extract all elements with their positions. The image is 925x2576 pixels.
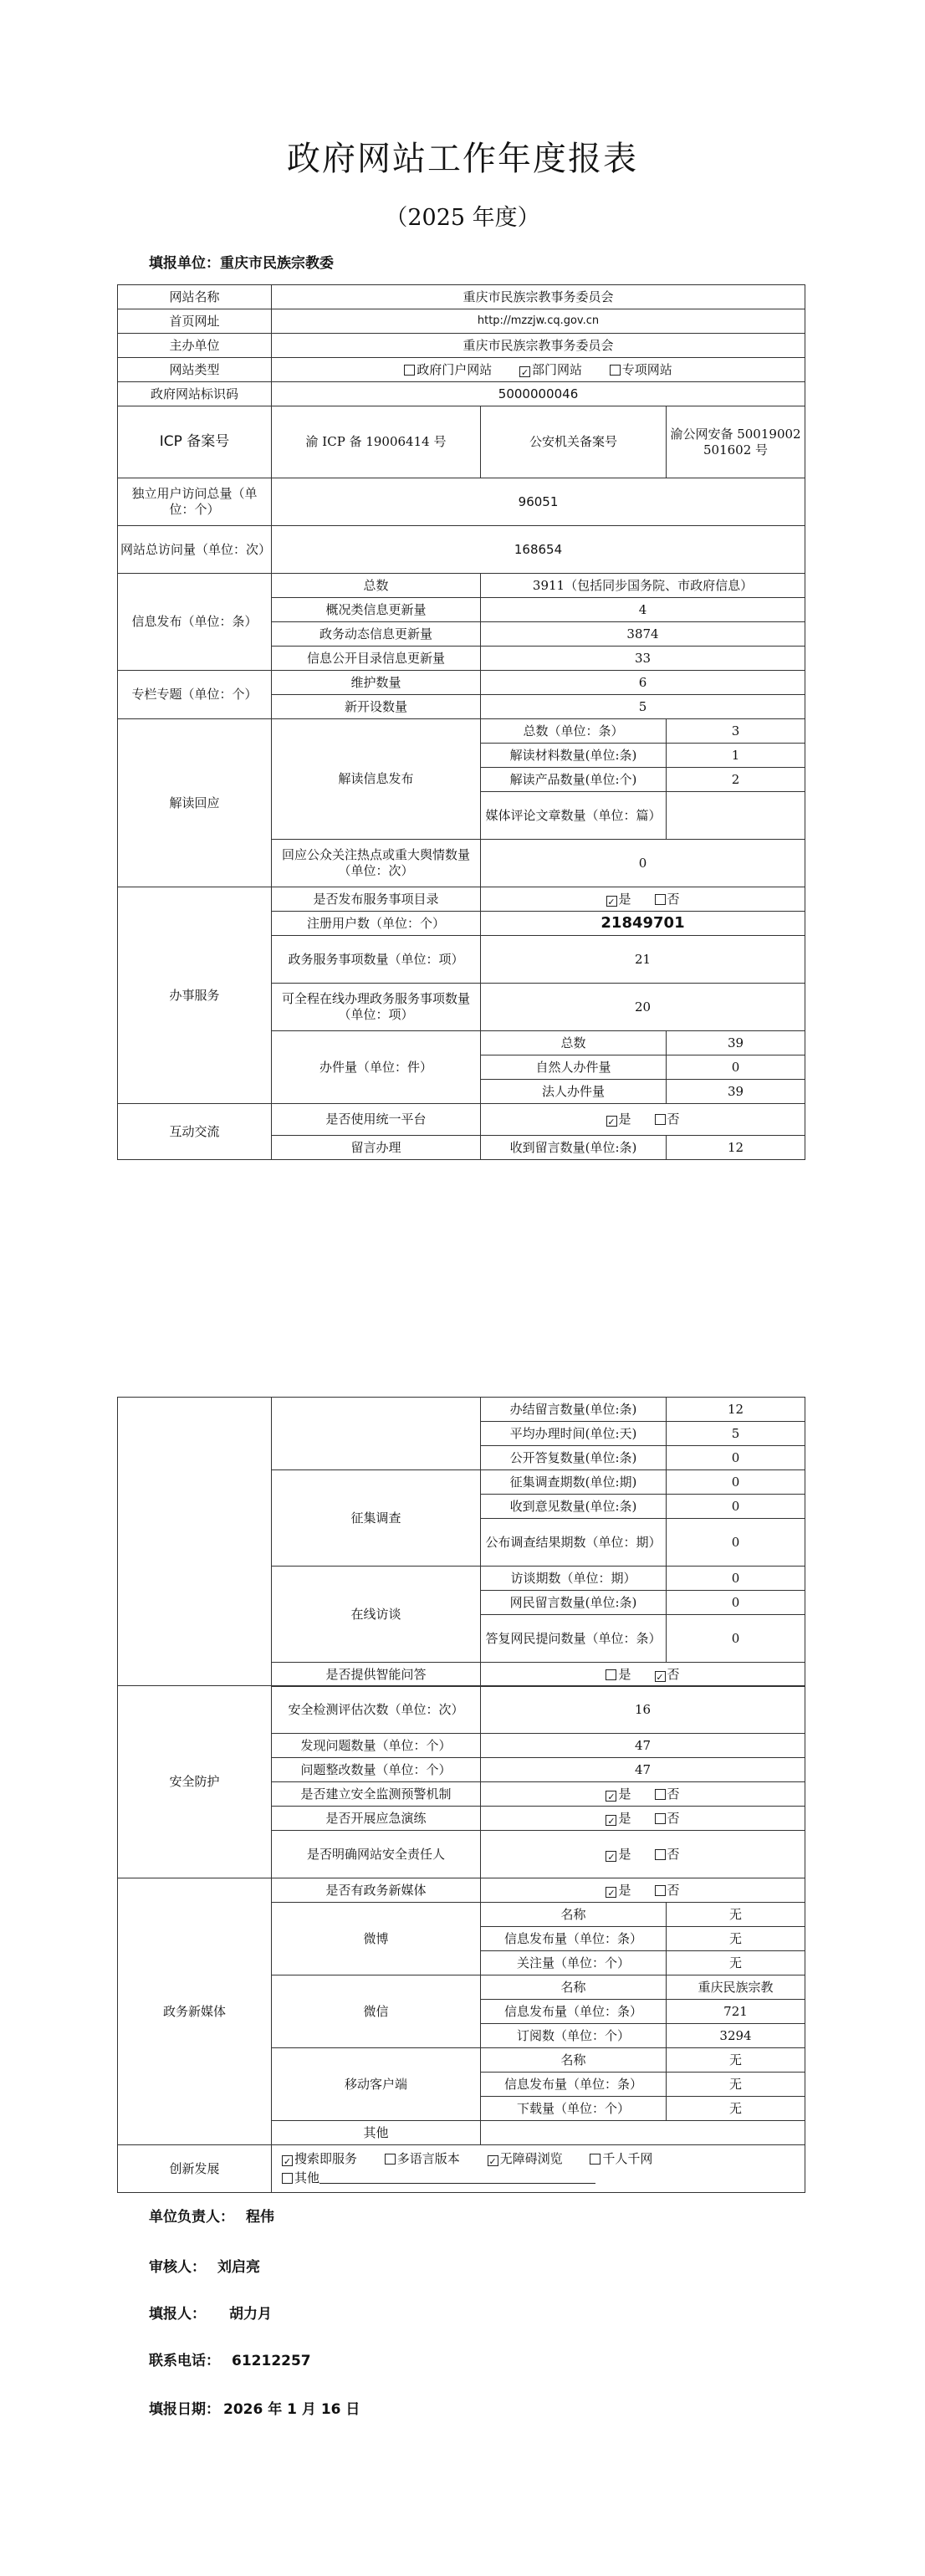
cell-value: 47: [481, 1758, 805, 1782]
cell-label: 政务服务事项数量（单位：项）: [272, 936, 481, 984]
section-label: 安全防护: [118, 1686, 272, 1878]
cell-label: 访谈期数（单位：期）: [481, 1567, 667, 1591]
cell-value: 5000000046: [272, 382, 805, 406]
footer-date: 填报日期： 2026 年 1 月 16 日: [149, 2401, 360, 2418]
cell-label: 注册用户数（单位：个）: [272, 912, 481, 936]
cell-value: 渝公网安备 50019002501602 号: [667, 406, 805, 478]
cell-value: 0: [667, 1495, 805, 1519]
checkbox-yes[interactable]: 是: [606, 1667, 631, 1682]
checkbox-yes[interactable]: ✓ 是: [607, 1846, 631, 1863]
cell-label: 政府网站标识码: [118, 382, 272, 406]
cell-value: 0: [667, 1567, 805, 1591]
checkbox-personalized[interactable]: 千人千网: [590, 2151, 652, 2166]
cell-value: 6: [481, 671, 805, 695]
report-year: （2025 年度）: [385, 205, 540, 231]
cell-value: 0: [667, 1519, 805, 1567]
cell-label: 留言办理: [272, 1136, 481, 1160]
checkbox-empty-icon: [655, 894, 666, 905]
yes-no-options: [481, 1104, 805, 1136]
cell-label: 问题整改数量（单位：个）: [272, 1758, 481, 1782]
cell-value: 渝 ICP 备 19006414 号: [272, 406, 481, 478]
cell-value: 3: [667, 719, 805, 744]
yes-no-options: [481, 1663, 805, 1687]
checkbox-empty-icon: [655, 1789, 666, 1800]
checkbox-checked-icon: ✓: [520, 366, 529, 378]
footer-phone: 联系电话： 61212257: [149, 2353, 311, 2369]
cell-value: 3911（包括同步国务院、市政府信息）: [481, 574, 805, 598]
cell-label: ICP 备案号: [118, 406, 272, 478]
cell-value: 5: [667, 1422, 805, 1446]
checkbox-search-service[interactable]: ✓ 搜索即服务: [283, 2151, 358, 2168]
checkbox-empty-icon: [590, 2154, 600, 2165]
cell-label: 关注量（单位：个）: [481, 1951, 667, 1975]
cell-label: 总数: [481, 1031, 667, 1055]
cell-label: 订阅数（单位：个）: [481, 2024, 667, 2048]
cell-value: 无: [667, 2097, 805, 2121]
cell-label: 移动客户端: [272, 2048, 481, 2121]
cell-value: 5: [481, 695, 805, 719]
report-table-part3: [117, 1685, 805, 2193]
cell-value: 39: [667, 1031, 805, 1055]
checkbox-no[interactable]: 否: [655, 1112, 680, 1127]
cell-label: 名称: [481, 2048, 667, 2073]
yes-no-options: [481, 1831, 805, 1878]
checkbox-no[interactable]: ✓ 否: [656, 1666, 680, 1683]
cell-value: 无: [667, 1903, 805, 1927]
cell-value: 重庆市民族宗教事务委员会: [272, 285, 805, 309]
checkbox-checked-icon: ✓: [656, 1671, 664, 1683]
cell-label: 政务动态信息更新量: [272, 622, 481, 647]
cell-label: 媒体评论文章数量（单位：篇）: [481, 792, 667, 840]
checkbox-empty-icon: [606, 1669, 616, 1680]
checkbox-checked-icon: ✓: [607, 1117, 616, 1128]
cell-label: 首页网址: [118, 309, 272, 334]
checkbox-other[interactable]: 其他: [282, 2170, 319, 2185]
cell-label: 名称: [481, 1975, 667, 2000]
cell-label: 公安机关备案号: [481, 406, 667, 478]
footer-filler: 填报人： 胡力月: [149, 2306, 272, 2323]
section-label: 政务新媒体: [118, 1878, 272, 2145]
section-label: 解读回应: [118, 719, 272, 887]
checkbox-no[interactable]: 否: [655, 892, 680, 907]
cell-label: 发现问题数量（单位：个）: [272, 1734, 481, 1758]
cell-label: 其他: [272, 2121, 481, 2145]
checkbox-empty-icon: [655, 1849, 666, 1860]
cell-label: 概况类信息更新量: [272, 598, 481, 622]
cell-value: 重庆民族宗教: [667, 1975, 805, 2000]
cell-value: 0: [667, 1446, 805, 1470]
cell-value: 无: [667, 1927, 805, 1951]
cell-value: 21: [481, 936, 805, 984]
cell-label: 回应公众关注热点或重大舆情数量（单位：次）: [272, 840, 481, 887]
cell-label: 在线访谈: [272, 1567, 481, 1663]
checkbox-checked-icon: ✓: [607, 1791, 616, 1802]
cell-label: 办件量（单位：件）: [272, 1031, 481, 1104]
checkbox-no[interactable]: 否: [655, 1883, 680, 1898]
checkbox-yes[interactable]: ✓ 是: [607, 1112, 631, 1128]
checkbox-yes[interactable]: ✓ 是: [607, 891, 631, 907]
cell-label: 收到留言数量(单位:条): [481, 1136, 667, 1160]
checkbox-no[interactable]: 否: [655, 1811, 680, 1826]
cell-value: 无: [667, 1951, 805, 1975]
section-label: 互动交流: [118, 1104, 272, 1160]
cell-value: 20: [481, 984, 805, 1031]
checkbox-checked-icon: ✓: [283, 2156, 292, 2168]
cell-value: 0: [667, 1055, 805, 1080]
report-table-part2: [117, 1397, 805, 1687]
yes-no-options: [481, 1878, 805, 1903]
cell-value: 21849701: [481, 912, 805, 936]
cell-value: 47: [481, 1734, 805, 1758]
section-label: 信息发布（单位：条）: [118, 574, 272, 671]
checkbox-yes[interactable]: ✓ 是: [607, 1786, 631, 1802]
checkbox-empty-icon: [404, 365, 415, 376]
cell-label: 总数: [272, 574, 481, 598]
cell-value: 96051: [272, 478, 805, 526]
checkbox-dept[interactable]: ✓ 部门网站: [520, 361, 583, 378]
checkbox-empty-icon: [655, 1813, 666, 1824]
cell-label: 新开设数量: [272, 695, 481, 719]
checkbox-yes[interactable]: ✓ 是: [607, 1882, 631, 1899]
checkbox-special[interactable]: 专项网站: [610, 362, 672, 377]
cell-label: 信息发布量（单位：条）: [481, 2000, 667, 2024]
cell-label: 网站名称: [118, 285, 272, 309]
checkbox-empty-icon: [655, 1114, 666, 1125]
cell-value: 3294: [667, 2024, 805, 2048]
checkbox-checked-icon: ✓: [607, 1815, 616, 1827]
cell-value: 无: [667, 2073, 805, 2097]
cell-value: 721: [667, 2000, 805, 2024]
cell-label: 收到意见数量(单位:条): [481, 1495, 667, 1519]
cell-label: 微博: [272, 1903, 481, 1975]
filler-unit: 填报单位：重庆市民族宗教委: [149, 255, 334, 272]
cell-label: 信息发布量（单位：条）: [481, 1927, 667, 1951]
cell-value: 0: [667, 1615, 805, 1663]
cell-value: 12: [667, 1136, 805, 1160]
cell-label: 维护数量: [272, 671, 481, 695]
cell-value: [667, 792, 805, 840]
cell-value: 重庆市民族宗教事务委员会: [272, 334, 805, 358]
cell-label: 主办单位: [118, 334, 272, 358]
cell-label: [272, 1398, 481, 1470]
cell-label: 是否开展应急演练: [272, 1807, 481, 1831]
cell-label: 是否发布服务事项目录: [272, 887, 481, 912]
cell-value: 0: [667, 1470, 805, 1495]
cell-value: 1: [667, 744, 805, 768]
footer-leader: 单位负责人： 程伟: [149, 2209, 274, 2226]
cell-label: 解读产品数量(单位:个): [481, 768, 667, 792]
cell-label: 办结留言数量(单位:条): [481, 1398, 667, 1422]
checkbox-portal[interactable]: 政府门户网站: [404, 362, 492, 377]
cell-label: 微信: [272, 1975, 481, 2048]
innovation-options: [272, 2145, 805, 2193]
cell-label: 征集调查期数(单位:期): [481, 1470, 667, 1495]
section-label: 专栏专题（单位：个）: [118, 671, 272, 719]
cell-label: 答复网民提问数量（单位：条）: [481, 1615, 667, 1663]
cell-label: 网站类型: [118, 358, 272, 382]
cell-label: 信息公开目录信息更新量: [272, 647, 481, 671]
cell-label: 网站总访问量（单位：次）: [118, 526, 272, 574]
cell-value: 3874: [481, 622, 805, 647]
cell-label: 平均办理时间(单位:天): [481, 1422, 667, 1446]
cell-label: 名称: [481, 1903, 667, 1927]
cell-label: 自然人办件量: [481, 1055, 667, 1080]
checkbox-checked-icon: ✓: [488, 2156, 497, 2168]
checkbox-multilang[interactable]: 多语言版本: [385, 2151, 460, 2166]
cell-value: 39: [667, 1080, 805, 1104]
site-type-options: [272, 358, 805, 382]
checkbox-empty-icon: [610, 365, 621, 376]
checkbox-empty-icon: [655, 1885, 666, 1896]
cell-label: 是否有政务新媒体: [272, 1878, 481, 1903]
checkbox-no[interactable]: 否: [655, 1786, 680, 1802]
cell-value: [481, 2121, 805, 2145]
yes-no-options: [481, 1782, 805, 1807]
cell-value: 12: [667, 1398, 805, 1422]
cell-label: 公布调查结果期数（单位：期）: [481, 1519, 667, 1567]
cell-label: 是否使用统一平台: [272, 1104, 481, 1136]
cell-label: 是否建立安全监测预警机制: [272, 1782, 481, 1807]
cell-label: 公开答复数量(单位:条): [481, 1446, 667, 1470]
cell-label: 下载量（单位：个）: [481, 2097, 667, 2121]
checkbox-empty-icon: [385, 2154, 396, 2165]
cell-value: 168654: [272, 526, 805, 574]
cell-label: 解读材料数量(单位:条): [481, 744, 667, 768]
report-table-part1: [117, 284, 805, 1160]
report-title: 政府网站工作年度报表: [287, 140, 638, 178]
cell-label: 网民留言数量(单位:条): [481, 1591, 667, 1615]
footer-reviewer: 审核人： 刘启亮: [149, 2259, 260, 2276]
cell-label: 是否明确网站安全责任人: [272, 1831, 481, 1878]
section-label: 办事服务: [118, 887, 272, 1104]
cell-value: 16: [481, 1686, 805, 1734]
cell-label: 独立用户访问总量（单位：个）: [118, 478, 272, 526]
yes-no-options: [481, 1807, 805, 1831]
yes-no-options: [481, 887, 805, 912]
checkbox-checked-icon: ✓: [607, 1851, 616, 1863]
cell-label: 解读信息发布: [272, 719, 481, 840]
other-input-line[interactable]: [319, 2171, 595, 2184]
homepage-link[interactable]: http://mzzjw.cq.gov.cn: [272, 309, 805, 334]
section-label: 创新发展: [118, 2145, 272, 2193]
cell-label: 是否提供智能问答: [272, 1663, 481, 1687]
cell-label: 总数（单位：条）: [481, 719, 667, 744]
checkbox-no[interactable]: 否: [655, 1847, 680, 1862]
cell-value: 4: [481, 598, 805, 622]
cell-label: 征集调查: [272, 1470, 481, 1567]
checkbox-checked-icon: ✓: [607, 896, 616, 907]
checkbox-checked-icon: ✓: [607, 1887, 616, 1899]
checkbox-empty-icon: [282, 2173, 293, 2184]
cell-value: 0: [667, 1591, 805, 1615]
cell-value: 无: [667, 2048, 805, 2073]
cell-value: 33: [481, 647, 805, 671]
cell-value: 2: [667, 768, 805, 792]
checkbox-accessible[interactable]: ✓ 无障碍浏览: [488, 2151, 563, 2168]
checkbox-yes[interactable]: ✓ 是: [607, 1810, 631, 1827]
section-label-continued: [118, 1398, 272, 1687]
cell-label: 可全程在线办理政务服务事项数量（单位：项）: [272, 984, 481, 1031]
cell-label: 法人办件量: [481, 1080, 667, 1104]
cell-label: 安全检测评估次数（单位：次）: [272, 1686, 481, 1734]
cell-value: 0: [481, 840, 805, 887]
cell-label: 信息发布量（单位：条）: [481, 2073, 667, 2097]
